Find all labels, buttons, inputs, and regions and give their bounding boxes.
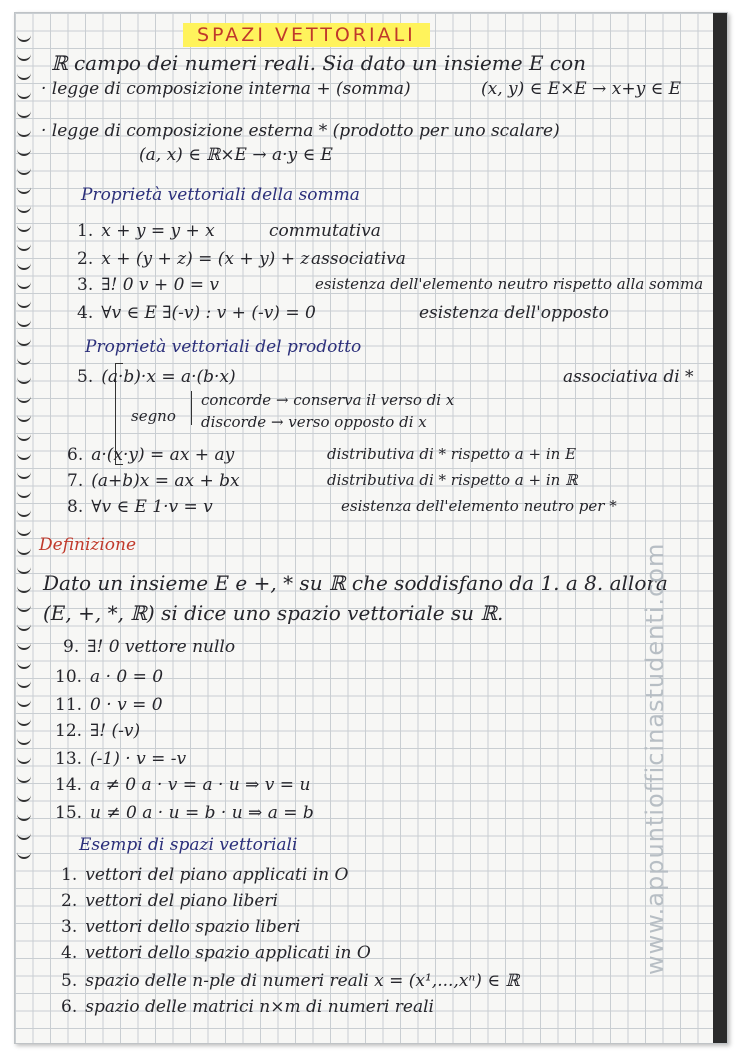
segno-label: segno — [131, 407, 176, 425]
definition-item — [55, 667, 163, 687]
item-number: 4. — [77, 303, 94, 323]
item-number: 3. — [61, 917, 78, 937]
item-number: 7. — [67, 471, 84, 491]
product-item-desc: associativa di * — [563, 367, 694, 387]
definition-item — [55, 775, 310, 795]
intro-line-1: ℝ campo dei numeri reali. Sia dato un insieme E con — [51, 51, 587, 75]
product-item-desc: distributiva di * rispetto a + in ℝ — [327, 471, 578, 489]
item-number: 6. — [67, 445, 84, 465]
product-item — [67, 445, 234, 465]
sum-item-desc: esistenza dell'opposto — [419, 303, 609, 323]
item-number: 2. — [77, 249, 94, 269]
sum-item-desc: esistenza dell'elemento neutro rispetto alla somma — [315, 275, 704, 293]
item-number: 9. — [63, 637, 80, 657]
item-formula: ∃! 0 v + 0 = v — [101, 275, 220, 295]
segno-discorde: discorde → verso opposto di x — [201, 413, 427, 431]
page-title: SPAZI VETTORIALI — [183, 23, 430, 47]
item-formula: x + y = y + x — [101, 221, 215, 241]
item-text: a · 0 = 0 — [90, 667, 164, 687]
segno-concorde: concorde → conserva il verso di x — [201, 391, 455, 409]
item-number: 1. — [77, 221, 94, 241]
item-text: u ≠ 0 a · u = b · u ⇒ a = b — [90, 803, 314, 823]
segno-brace — [191, 391, 198, 425]
item-text: a ≠ 0 a · v = a · u ⇒ v = u — [90, 775, 311, 795]
sum-item — [77, 275, 219, 295]
intro-line-2a: · legge di composizione interna + (somma) — [41, 79, 411, 99]
item-formula: ∀v ∈ E ∃(-v) : v + (-v) = 0 — [101, 303, 316, 323]
item-formula: (a+b)x = ax + bx — [91, 471, 240, 491]
item-number: 2. — [61, 891, 78, 911]
spiral-binding — [15, 33, 37, 793]
item-formula: ∀v ∈ E 1·v = v — [91, 497, 213, 517]
item-number: 11. — [55, 695, 83, 715]
item-number: 14. — [55, 775, 83, 795]
examples-heading: Esempi di spazi vettoriali — [79, 835, 298, 855]
watermark: www.appuntiofficinastudenti.com — [641, 542, 669, 975]
item-text: vettori del piano applicati in O — [85, 865, 349, 885]
example-item — [61, 917, 300, 937]
definition-heading: Definizione — [39, 535, 137, 555]
definition-item — [55, 803, 314, 823]
item-text: (-1) · v = -v — [90, 749, 187, 769]
item-number: 13. — [55, 749, 83, 769]
intro-line-2b: (x, y) ∈ E×E → x+y ∈ E — [481, 79, 682, 99]
product-item-desc: distributiva di * rispetto a + in E — [327, 445, 577, 463]
definition-line-2: (E, +, *, ℝ) si dice uno spazio vettoriale su ℝ. — [43, 601, 504, 625]
item-text: ∃! (-v) — [90, 721, 141, 741]
item-text: spazio delle matrici n×m di numeri reali — [85, 997, 434, 1017]
item-number: 1. — [61, 865, 78, 885]
sum-item-desc: commutativa — [269, 221, 381, 241]
item-formula: x + (y + z) = (x + y) + z — [101, 249, 310, 269]
example-item — [61, 943, 371, 963]
page-edge — [713, 13, 727, 1043]
definition-item — [55, 749, 186, 769]
definition-item — [55, 721, 140, 741]
item-text: 0 · v = 0 — [90, 695, 163, 715]
example-item — [61, 865, 348, 885]
item-formula: a·(x·y) = ax + ay — [91, 445, 235, 465]
product-item — [67, 497, 213, 517]
item-text: ∃! 0 vettore nullo — [87, 637, 236, 657]
item-number: 10. — [55, 667, 83, 687]
item-number: 5. — [61, 971, 78, 991]
intro-line-4: (a, x) ∈ ℝ×E → a·y ∈ E — [139, 145, 333, 165]
example-item — [61, 891, 278, 911]
item-number: 15. — [55, 803, 83, 823]
example-item — [61, 997, 434, 1017]
item-text: vettori dello spazio liberi — [85, 917, 301, 937]
sum-heading: Proprietà vettoriali della somma — [81, 185, 360, 205]
item-number: 5. — [77, 367, 94, 387]
notebook-page — [14, 12, 728, 1044]
sum-item — [77, 249, 309, 269]
item-formula: (a·b)·x = a·(b·x) — [101, 367, 236, 387]
product-heading: Proprietà vettoriali del prodotto — [85, 337, 362, 357]
definition-line-1: Dato un insieme E e +, * su ℝ che soddisfano da 1. a 8. allora — [43, 571, 668, 595]
item-number: 12. — [55, 721, 83, 741]
example-item — [61, 971, 519, 991]
sum-item — [77, 303, 316, 323]
sum-item-desc: associativa — [311, 249, 406, 269]
item-text: vettori del piano liberi — [85, 891, 278, 911]
sum-item — [77, 221, 215, 241]
product-item — [67, 471, 240, 491]
product-item — [77, 367, 236, 387]
product-item-desc: esistenza dell'elemento neutro per * — [341, 497, 617, 515]
item-text: vettori dello spazio applicati in O — [85, 943, 371, 963]
item-number: 3. — [77, 275, 94, 295]
definition-item — [55, 695, 163, 715]
item-number: 6. — [61, 997, 78, 1017]
definition-item — [63, 637, 235, 657]
item-text: spazio delle n-ple di numeri reali x = (x¹,...,xⁿ) ∈ ℝ — [85, 971, 520, 991]
item-number: 4. — [61, 943, 78, 963]
item-number: 8. — [67, 497, 84, 517]
intro-line-3: · legge di composizione esterna * (prodotto per uno scalare) — [41, 121, 560, 141]
